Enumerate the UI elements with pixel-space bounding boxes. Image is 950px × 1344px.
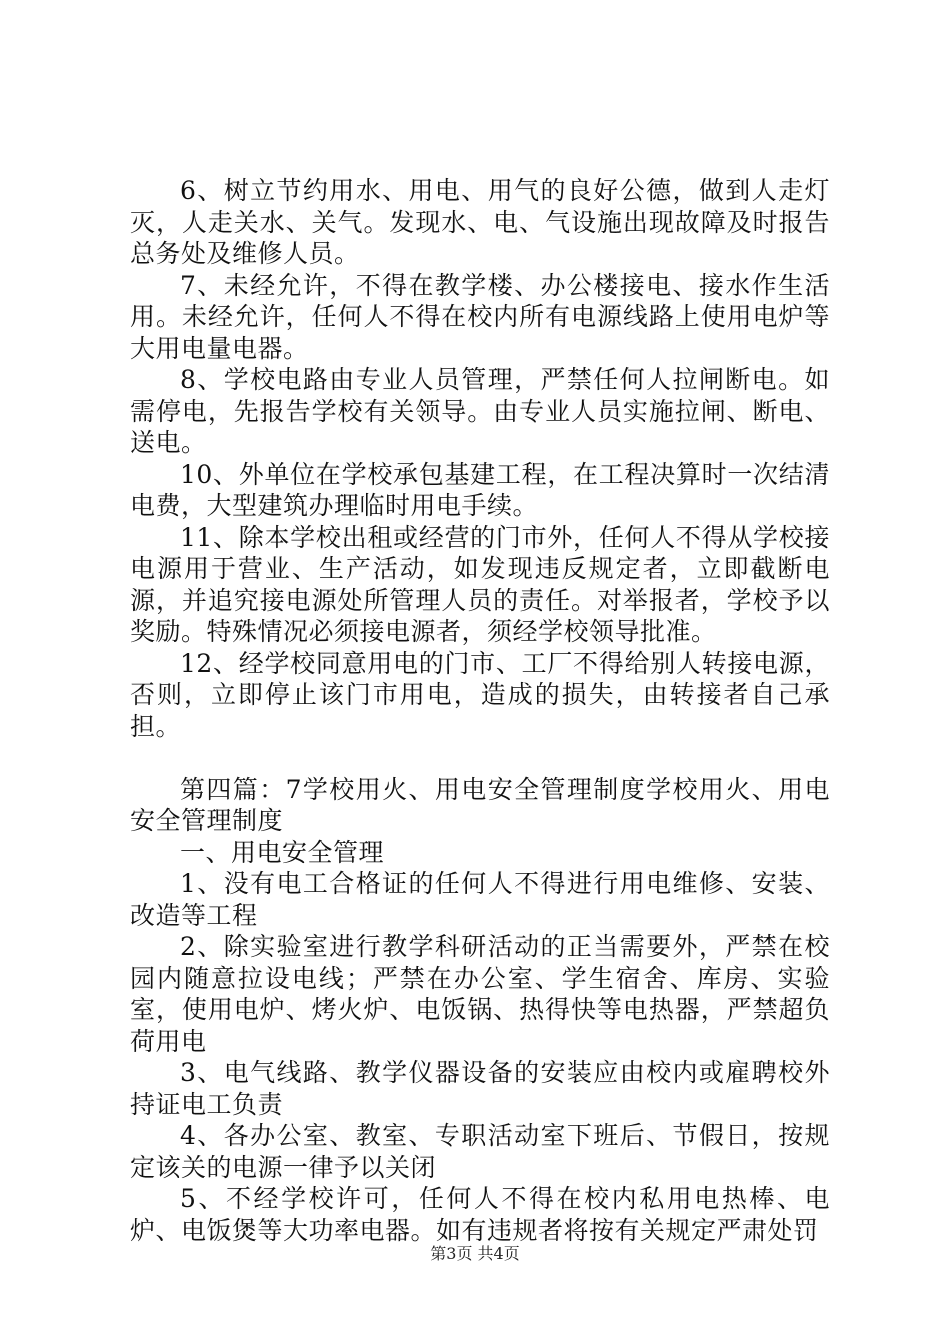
paragraph-item-10: 10、外单位在学校承包基建工程，在工程决算时一次结清电费，大型建筑办理临时用电手续。: [130, 459, 830, 520]
section-paragraph-4: 4、各办公室、教室、专职活动室下班后、节假日，按规定该关的电源一律予以关闭: [130, 1121, 830, 1182]
section-paragraph-1: 1、没有电工合格证的任何人不得进行用电维修、安装、改造等工程: [130, 869, 830, 930]
section-paragraph-5: 5、不经学校许可，任何人不得在校内私用电热棒、电炉、电饭煲等大功率电器。如有违规者将按有关规定严肃处罚: [130, 1184, 830, 1245]
paragraph-item-11: 11、除本学校出租或经营的门市外，任何人不得从学校接电源用于营业、生产活动，如发现违反规定者，立即截断电源，并追究接电源处所管理人员的责任。对举报者，学校予以奖励。特殊情况必须接电源者，须经学校领导批准。: [130, 522, 830, 646]
page-footer: 第3页 共4页: [430, 1244, 520, 1263]
section-paragraph-3: 3、电气线路、教学仪器设备的安装应由校内或雇聘校外持证电工负责: [130, 1058, 830, 1119]
section-heading: 一、用电安全管理: [180, 837, 385, 867]
document-body: [130, 175, 830, 1246]
paragraph-item-7: 7、未经允许，不得在教学楼、办公楼接电、接水作生活用。未经允许，任何人不得在校内所有电源线路上使用电炉等大用电量电器。: [130, 270, 830, 363]
paragraph-item-8: 8、学校电路由专业人员管理，严禁任何人拉闸断电。如需停电，先报告学校有关领导。由专业人员实施拉闸、断电、送电。: [130, 365, 830, 457]
section-title: 第四篇：7学校用火、用电安全管理制度学校用火、用电安全管理制度: [130, 774, 830, 835]
paragraph-item-12: 12、经学校同意用电的门市、工厂不得给别人转接电源，否则，立即停止该门市用电，造成的损失，由转接者自己承担。: [130, 648, 830, 741]
section-paragraph-2: 2、除实验室进行教学科研活动的正当需要外，严禁在校园内随意拉设电线；严禁在办公室、学生宿舍、库房、实验室，使用电炉、烤火炉、电饭锅、热得快等电热器，严禁超负荷用电: [130, 932, 830, 1056]
paragraph-item-6: 6、树立节约用水、用电、用气的良好公德，做到人走灯灭，人走关水、关气。发现水、电、气设施出现故障及时报告总务处及维修人员。: [130, 176, 830, 268]
